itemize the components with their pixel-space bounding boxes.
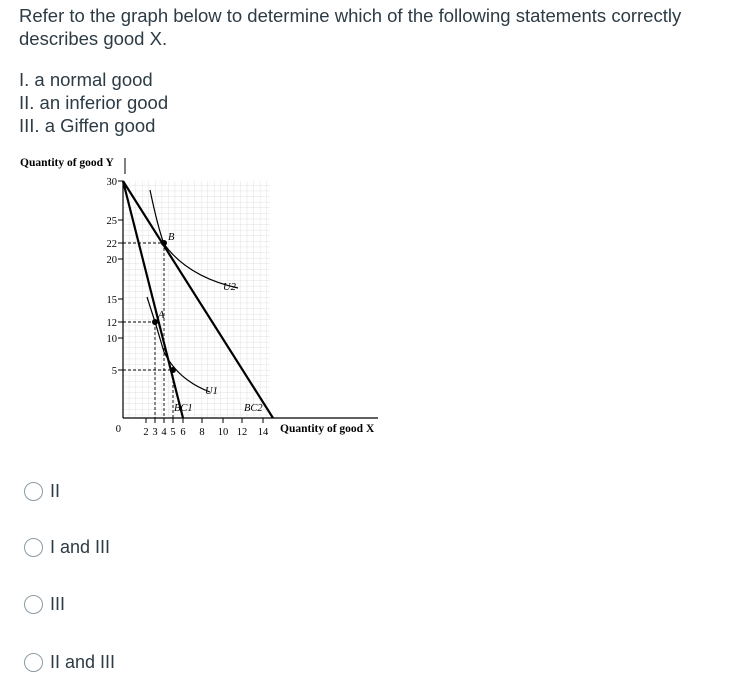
x-tick-label-14: 14 [257,427,269,438]
option-label: III [50,593,66,614]
y-tick-label-5: 5 [111,366,117,377]
x-tick-label-3: 3 [152,427,158,438]
y-tick-label-22: 22 [106,239,117,250]
x-tick-label-4: 4 [161,427,167,438]
graph-figure [18,152,388,442]
statement-giffen-good: III. a Giffen good [19,115,156,136]
point-c [170,367,176,373]
x-tick-label-12: 12 [236,427,248,438]
label-u1: U1 [205,386,218,397]
origin-label: 0 [115,424,121,435]
option-ii[interactable] [24,479,60,503]
radio-circle-icon[interactable] [24,653,43,672]
x-axis-title: Quantity of good X [280,423,375,435]
y-tick-label-25: 25 [106,216,117,227]
statement-normal-good: I. a normal good [19,69,153,90]
radio-circle-icon[interactable] [24,482,43,501]
y-tick-label-12: 12 [106,318,117,329]
y-tick-label-15: 15 [106,295,117,306]
label-bc2: BC2 [244,403,263,414]
option-i-and-iii[interactable] [24,535,110,559]
option-ii-and-iii[interactable] [24,650,115,674]
label-a: A [158,310,165,321]
y-tick-label-10: 10 [106,334,117,345]
x-tick-label-10: 10 [217,427,229,438]
statement-inferior-good: II. an inferior good [19,92,169,113]
option-label: II [50,480,61,501]
x-tick-label-6: 6 [180,427,186,438]
label-u2: U2 [223,282,236,293]
y-axis-title: Quantity of good Y [20,157,114,169]
x-tick-label-5: 5 [170,427,176,438]
radio-circle-icon[interactable] [24,538,43,557]
x-tick-label-2: 2 [143,427,149,438]
label-bc1: BC1 [174,403,193,414]
option-iii[interactable] [24,592,65,616]
statement-list [19,68,168,137]
graph-svg [18,152,388,442]
option-label: II and III [50,651,116,672]
question-text: Refer to the graph below to determine which of the following statements correctly describes good X. [19,5,682,49]
y-tick-label-30: 30 [106,177,117,188]
point-b [161,240,167,246]
option-label: I and III [50,536,111,557]
y-tick-label-20: 20 [106,255,117,266]
label-b: B [168,232,175,243]
x-tick-label-8: 8 [199,427,205,438]
radio-circle-icon[interactable] [24,595,43,614]
